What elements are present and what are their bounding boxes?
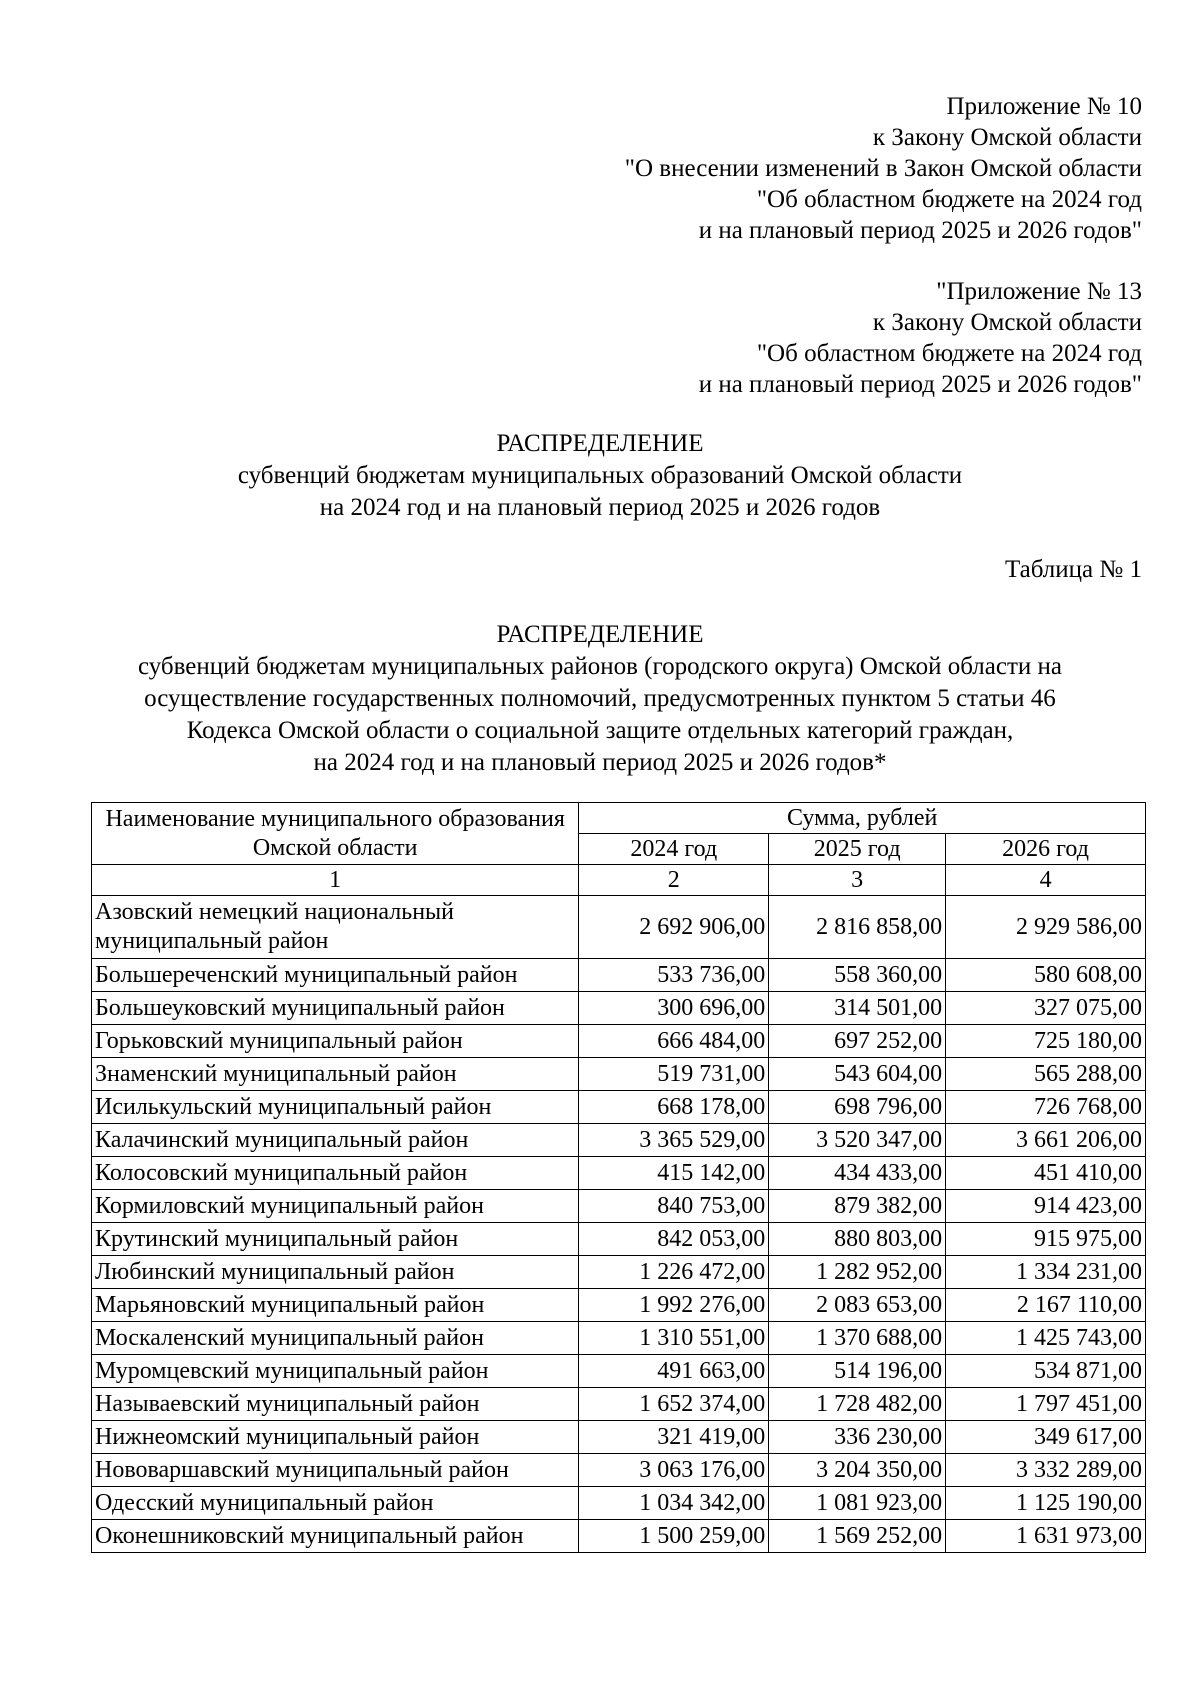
name-column-header: Наименование муниципального образования Омской области [92,803,579,865]
amount-2024-cell: 1 310 551,00 [579,1322,769,1355]
table-row [92,1487,1146,1520]
municipality-name-cell: Большеуковский муниципальный район [92,992,579,1025]
table-row [92,1025,1146,1058]
municipality-name-cell: Исилькульский муниципальный район [92,1091,579,1124]
table-number: Таблица № 1 [1004,556,1142,583]
municipality-name-cell: Называевский муниципальный район [92,1388,579,1421]
amount-2025-cell: 336 230,00 [769,1421,946,1454]
appendix-line: к Закону Омской области [872,309,1142,336]
municipality-name-cell: Нововаршавский муниципальный район [92,1454,579,1487]
amount-2024-cell: 519 731,00 [579,1058,769,1091]
amount-2025-cell: 1 081 923,00 [769,1487,946,1520]
amount-2025-cell: 698 796,00 [769,1091,946,1124]
table-row [92,1190,1146,1223]
municipality-name-cell: Горьковский муниципальный район [92,1025,579,1058]
municipality-name-cell: Москаленский муниципальный район [92,1322,579,1355]
appendix-line: "Об областном бюджете на 2024 год [756,186,1142,213]
municipality-name-cell: Кормиловский муниципальный район [92,1190,579,1223]
municipality-name-cell: Знаменский муниципальный район [92,1058,579,1091]
title-line: РАСПРЕДЕЛЕНИЕ [496,430,704,457]
table-row [92,1421,1146,1454]
table-title [0,619,1200,779]
amount-2025-cell: 1 370 688,00 [769,1322,946,1355]
year-header-2025: 2025 год [769,834,946,865]
amount-2025-cell: 1 728 482,00 [769,1388,946,1421]
title-line: Кодекса Омской области о социальной защите отдельных категорий граждан, [186,717,1014,744]
amount-2025-cell: 434 433,00 [769,1157,946,1190]
sum-column-header: Сумма, рублей [579,803,1146,834]
table-row [92,959,1146,992]
appendix-13-header [699,276,1142,400]
title-line: на 2024 год и на плановый период 2025 и 2026 годов* [313,749,887,776]
amount-2024-cell: 2 692 906,00 [579,896,769,959]
municipality-name-cell: Большереченский муниципальный район [92,959,579,992]
amount-2024-cell: 1 500 259,00 [579,1520,769,1553]
appendix-line: "Приложение № 13 [936,278,1142,305]
title-line: осуществление государственных полномочий, предусмотренных пунктом 5 статьи 46 [144,685,1056,712]
amount-2024-cell: 1 652 374,00 [579,1388,769,1421]
year-header-2024: 2024 год [579,834,769,865]
amount-2025-cell: 2 083 653,00 [769,1289,946,1322]
table-row [92,1355,1146,1388]
document-title [0,428,1200,524]
table-row [92,1256,1146,1289]
amount-2025-cell: 880 803,00 [769,1223,946,1256]
amount-2026-cell: 2 929 586,00 [946,896,1146,959]
municipality-name-cell: Калачинский муниципальный район [92,1124,579,1157]
amount-2026-cell: 915 975,00 [946,1223,1146,1256]
amount-2025-cell: 543 604,00 [769,1058,946,1091]
column-index: 1 [92,865,579,896]
amount-2026-cell: 914 423,00 [946,1190,1146,1223]
amount-2025-cell: 558 360,00 [769,959,946,992]
municipality-name-cell: Одесский муниципальный район [92,1487,579,1520]
subvention-table [91,802,1146,1553]
appendix-line: "О внесении изменений в Закон Омской области [624,155,1142,182]
municipality-name-cell: Муромцевский муниципальный район [92,1355,579,1388]
amount-2025-cell: 1 569 252,00 [769,1520,946,1553]
appendix-line: Приложение № 10 [946,93,1142,120]
amount-2024-cell: 321 419,00 [579,1421,769,1454]
amount-2025-cell: 514 196,00 [769,1355,946,1388]
table-row [92,1454,1146,1487]
amount-2026-cell: 1 425 743,00 [946,1322,1146,1355]
table-row [92,1091,1146,1124]
year-header-2026: 2026 год [946,834,1146,865]
amount-2026-cell: 1 334 231,00 [946,1256,1146,1289]
municipality-name-cell: Колосовский муниципальный район [92,1157,579,1190]
amount-2025-cell: 3 204 350,00 [769,1454,946,1487]
appendix-line: и на плановый период 2025 и 2026 годов" [698,217,1142,244]
amount-2026-cell: 565 288,00 [946,1058,1146,1091]
table-row [92,1157,1146,1190]
column-index: 2 [579,865,769,896]
appendix-line: и на плановый период 2025 и 2026 годов" [698,371,1142,398]
amount-2024-cell: 491 663,00 [579,1355,769,1388]
amount-2024-cell: 666 484,00 [579,1025,769,1058]
amount-2024-cell: 842 053,00 [579,1223,769,1256]
amount-2024-cell: 533 736,00 [579,959,769,992]
title-line: РАСПРЕДЕЛЕНИЕ [496,621,704,648]
title-line: на 2024 год и на плановый период 2025 и 2026 годов [319,494,881,521]
amount-2025-cell: 3 520 347,00 [769,1124,946,1157]
amount-2025-cell: 2 816 858,00 [769,896,946,959]
amount-2025-cell: 697 252,00 [769,1025,946,1058]
amount-2024-cell: 3 365 529,00 [579,1124,769,1157]
amount-2026-cell: 3 332 289,00 [946,1454,1146,1487]
municipality-name-cell: Марьяновский муниципальный район [92,1289,579,1322]
amount-2024-cell: 1 992 276,00 [579,1289,769,1322]
amount-2026-cell: 349 617,00 [946,1421,1146,1454]
table-row [92,1388,1146,1421]
amount-2025-cell: 879 382,00 [769,1190,946,1223]
amount-2025-cell: 314 501,00 [769,992,946,1025]
amount-2026-cell: 580 608,00 [946,959,1146,992]
municipality-name-cell: Нижнеомский муниципальный район [92,1421,579,1454]
appendix-line: к Закону Омской области [872,124,1142,151]
appendix-10-header [625,91,1142,246]
municipality-name-cell: Любинский муниципальный район [92,1256,579,1289]
column-index: 3 [769,865,946,896]
table-body [92,896,1146,1553]
amount-2026-cell: 534 871,00 [946,1355,1146,1388]
table-row [92,1322,1146,1355]
amount-2024-cell: 415 142,00 [579,1157,769,1190]
table-row [92,1124,1146,1157]
table-row [92,1289,1146,1322]
amount-2026-cell: 451 410,00 [946,1157,1146,1190]
amount-2024-cell: 1 034 342,00 [579,1487,769,1520]
amount-2026-cell: 1 797 451,00 [946,1388,1146,1421]
amount-2024-cell: 3 063 176,00 [579,1454,769,1487]
appendix-line: "Об областном бюджете на 2024 год [756,340,1142,367]
amount-2026-cell: 327 075,00 [946,992,1146,1025]
table-row [92,1058,1146,1091]
municipality-name-cell: Азовский немецкий национальный муниципальный район [92,896,579,959]
amount-2026-cell: 725 180,00 [946,1025,1146,1058]
table-row [92,992,1146,1025]
municipality-name-cell: Оконешниковский муниципальный район [92,1520,579,1553]
amount-2024-cell: 840 753,00 [579,1190,769,1223]
amount-2024-cell: 1 226 472,00 [579,1256,769,1289]
municipality-name-cell: Крутинский муниципальный район [92,1223,579,1256]
amount-2026-cell: 3 661 206,00 [946,1124,1146,1157]
amount-2026-cell: 2 167 110,00 [946,1289,1146,1322]
title-line: субвенций бюджетам муниципальных образований Омской области [237,462,963,489]
table-row [92,1520,1146,1553]
amount-2025-cell: 1 282 952,00 [769,1256,946,1289]
amount-2026-cell: 726 768,00 [946,1091,1146,1124]
amount-2026-cell: 1 125 190,00 [946,1487,1146,1520]
table-row [92,896,1146,959]
table-row [92,1223,1146,1256]
amount-2024-cell: 300 696,00 [579,992,769,1025]
amount-2026-cell: 1 631 973,00 [946,1520,1146,1553]
amount-2024-cell: 668 178,00 [579,1091,769,1124]
column-index: 4 [946,865,1146,896]
title-line: субвенций бюджетам муниципальных районов (городского округа) Омской области на [137,653,1063,680]
